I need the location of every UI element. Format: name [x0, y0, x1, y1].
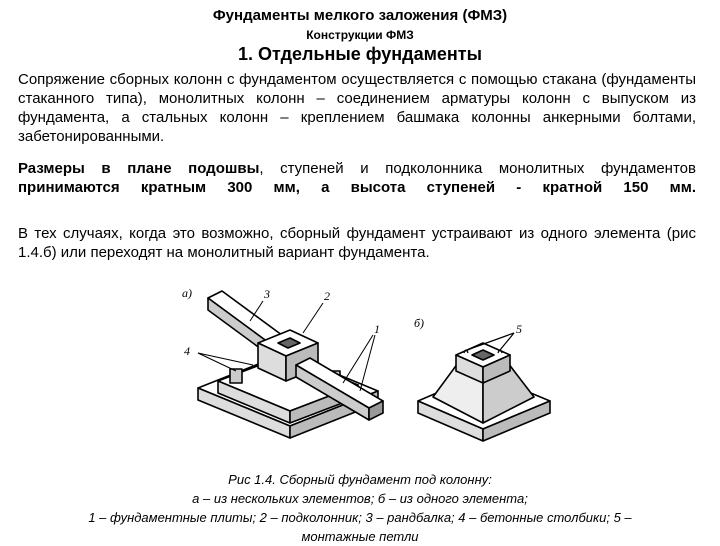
callout-line-2 — [303, 303, 323, 333]
callout-line-4a — [198, 353, 236, 371]
callout-5: 5 — [516, 322, 522, 336]
callout-4: 4 — [184, 344, 190, 358]
foundation-a-drawing — [182, 286, 383, 438]
callout-2: 2 — [324, 289, 330, 303]
page-subtitle: Конструкции ФМЗ — [306, 28, 414, 42]
figure-label-a: а) — [182, 286, 192, 300]
caption-title: Рис 1.4. Сборный фундамент под колонну: — [228, 472, 492, 487]
foundation-figure — [178, 283, 558, 468]
dimensions-lead: Размеры в плане подошвы — [18, 160, 260, 177]
caption-legend-continued: монтажные петли — [301, 529, 419, 544]
section-heading: 1. Отдельные фундаменты — [237, 44, 482, 64]
dimensions-rule: принимаются кратным 300 мм, а высота ступеней - кратной 150 мм. — [18, 179, 696, 196]
callout-1: 1 — [374, 322, 380, 336]
paragraph-connection: Сопряжение сборных колонн с фундаментом осуществляется с помощью стакана (фундаменты стаканного типа), монолитных колонн – соединением арматуры колонн с выпуском из фундамента, а стальных колонн – креплением башмака колонны анкерными болтами, забетонированными. — [18, 71, 696, 145]
caption-variants: а – из нескольких элементов; б – из одного элемента; — [192, 491, 528, 506]
figure-label-b: б) — [414, 316, 425, 330]
concrete-post-left — [230, 369, 242, 383]
paragraph-dimensions — [18, 159, 696, 197]
caption-legend: 1 – фундаментные плиты; 2 – подколонник; 3 – рандбалка; 4 – бетонные столбики; 5 – — [88, 510, 632, 525]
callout-line-4b — [198, 353, 253, 365]
foundation-b-drawing — [414, 316, 550, 441]
page-title: Фундаменты мелкого заложения (ФМЗ) — [212, 7, 508, 24]
paragraph-single-element: В тех случаях, когда это возможно, сборный фундамент устраивают из одного элемента (рис 1.4.б) или переходят на монолитный вариант фундамента. — [18, 225, 696, 261]
callout-3: 3 — [264, 287, 270, 301]
dimensions-middle: , ступеней и подколонника монолитных фундаментов — [259, 160, 696, 177]
